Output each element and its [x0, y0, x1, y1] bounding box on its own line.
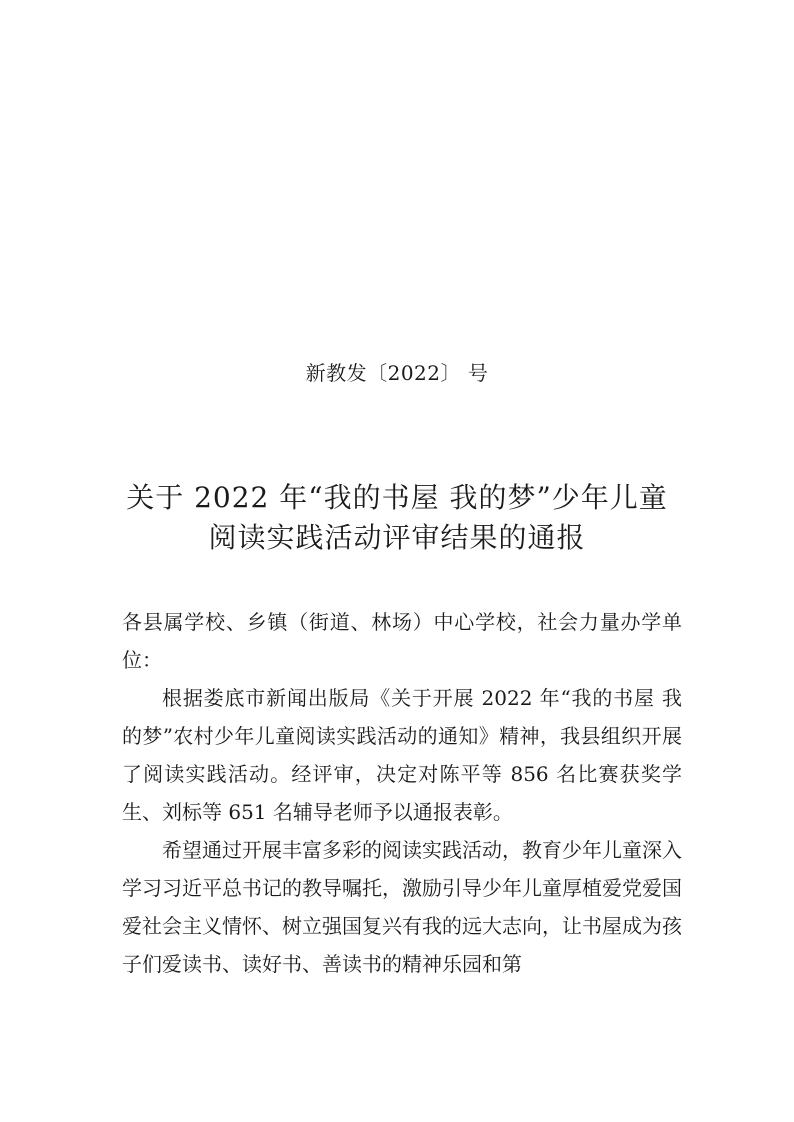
paragraph-2: 希望通过开展丰富多彩的阅读实践活动，教育少年儿童深入学习习近平总书记的教导嘱托，激励引导少年儿童厚植爱党爱国爱社会主义情怀、树立强国复兴有我的远大志向，让书屋成为孩子们爱读书、读好书、善读书的精神乐园和第: [122, 838, 682, 976]
salutation: 各县属学校、乡镇（街道、林场）中心学校，社会力量办学单位：: [122, 610, 682, 672]
document-number: 新教发〔2022〕 号: [305, 361, 489, 385]
title-line-1: 关于 2022 年“我的书屋 我的梦”少年儿童: [126, 481, 668, 514]
title-line-2: 阅读实践活动评审结果的通报: [208, 521, 586, 554]
paragraph-1: 根据娄底市新闻出版局《关于开展 2022 年“我的书屋 我的梦”农村少年儿童阅读实践活动的通知》精神，我县组织开展了阅读实践活动。经评审，决定对陈平等 856 名比赛获奖学生、刘标等 651 名辅导老师予以通报表彰。: [122, 686, 682, 824]
document-title: [100, 478, 694, 558]
document-body: [122, 603, 682, 983]
